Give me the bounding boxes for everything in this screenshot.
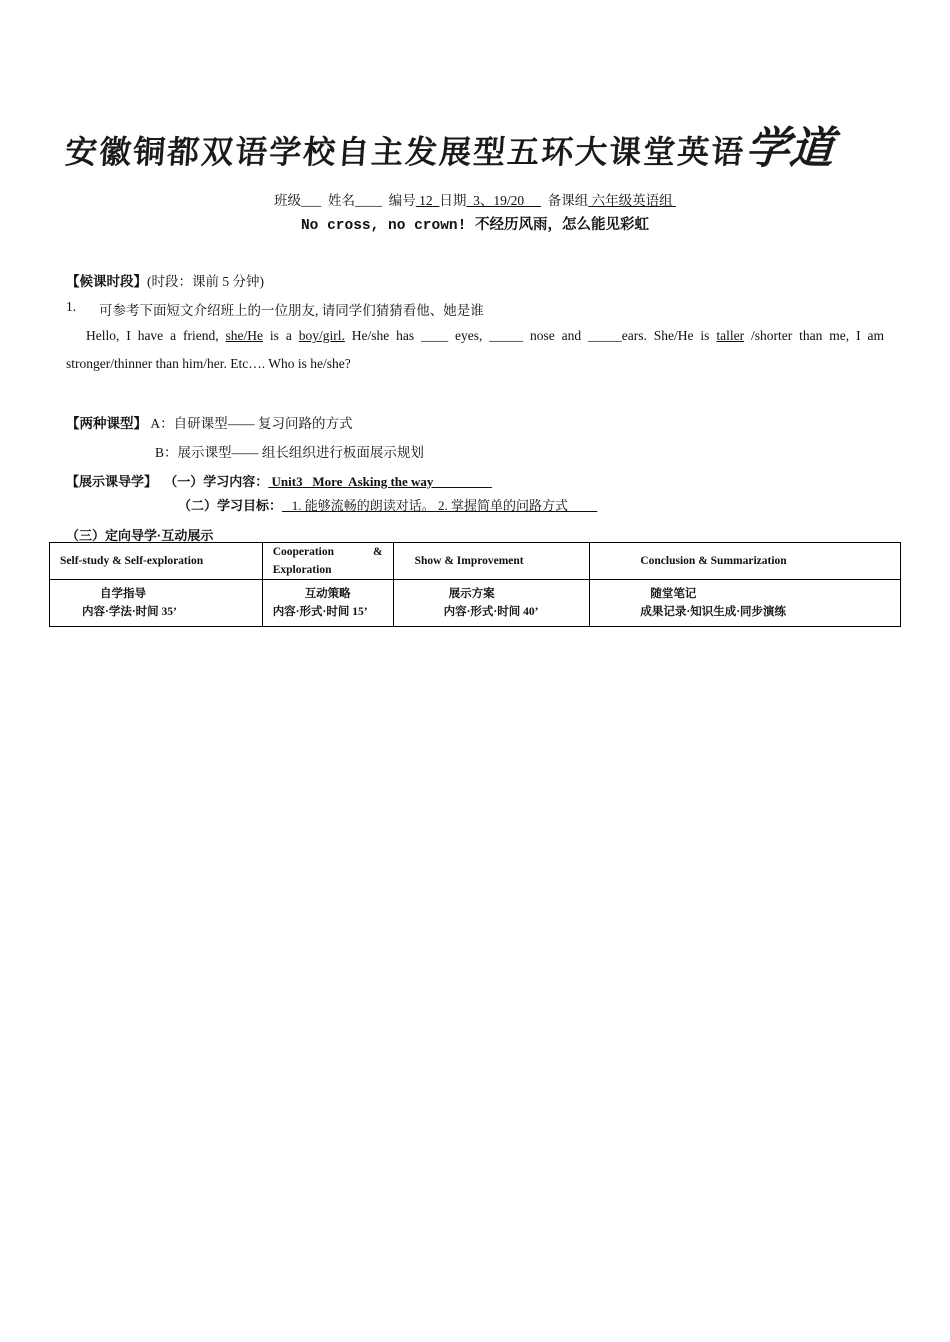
sub-conclusion-1: 随堂笔记 [650, 588, 697, 600]
sub-show-2: 内容·形式·时间 40’ [443, 606, 539, 618]
sub-conclusion-2: 成果记录·知识生成·同步演练 [640, 606, 787, 618]
banner-title: 安徽铜都双语学校自主发展型五环大课堂英语 [63, 133, 747, 171]
class-label: 班级 [273, 193, 301, 208]
para-text-3: He/she has ____ eyes, _____ nose and _____ears. She/He is [344, 328, 717, 343]
table-sub-row [50, 580, 901, 627]
show-line-2 [178, 495, 597, 514]
sub-self-study-2: 内容·学法·时间 35’ [82, 606, 177, 618]
section3-heading: （三）定向导学·互动展示 [66, 528, 214, 543]
motto: No cross, no crown! 不经历风雨，怎么能见彩虹 [300, 218, 650, 234]
group-value: 六年级英语组 [588, 193, 676, 208]
group-label: 备课组 [547, 193, 589, 208]
show-content-label: （一）学习内容： [164, 474, 269, 489]
para-text-1: Hello, I have a friend, [86, 328, 226, 343]
types-b: B：展示课型—— 组长组织进行板面展示规划 [155, 445, 424, 460]
para-underline-1: she/He [225, 328, 264, 343]
show-line-1 [66, 471, 492, 490]
guide-table [49, 542, 901, 627]
sub-conclusion [590, 580, 901, 627]
date-value: 3、19/20 [466, 193, 541, 208]
sub-cooperation-2: 内容·形式·时间 15’ [272, 606, 368, 618]
para-underline-2: boy/girl. [298, 328, 345, 343]
types-heading: 【两种课型】 [66, 416, 147, 431]
types-line-a [66, 412, 353, 432]
show-content-value: Unit3 More Asking the way [268, 474, 492, 489]
date-label: 日期 [439, 193, 467, 208]
warmup-heading: 【候课时段】 [66, 274, 147, 289]
class-blank: ___ [300, 193, 322, 208]
name-blank: ____ [354, 193, 382, 208]
header-show: Show & Improvement [393, 543, 590, 580]
sub-show-1: 展示方案 [448, 588, 495, 600]
warmup-heading-line [66, 270, 264, 290]
page-banner [63, 112, 868, 174]
header-cooperation-b: Exploration [272, 564, 332, 576]
show-goal-value: 1. 能够流畅的朗读对话。 2. 掌握简单的问路方式 [282, 498, 598, 513]
header-cooperation-a: Cooperation [272, 546, 335, 558]
header-cooperation-amp: & [373, 546, 383, 558]
banner-calligraphy: 学道 [743, 123, 836, 174]
sub-cooperation-1: 互动策略 [304, 588, 351, 600]
number-value: 12 [415, 193, 440, 208]
sub-cooperation [262, 580, 393, 627]
types-a: A：自研课型—— 复习问路的方式 [150, 416, 353, 431]
warmup-duration: (时段：课前 5 分钟) [147, 274, 264, 289]
number-label: 编号 [388, 193, 416, 208]
name-label: 姓名 [327, 193, 355, 208]
info-line [0, 189, 950, 209]
para-text-2: is a [263, 328, 299, 343]
show-heading: 【展示课导学】 [66, 474, 158, 489]
warmup-item-number: 1. [66, 299, 77, 314]
header-conclusion: Conclusion & Summarization [590, 543, 901, 580]
warmup-paragraph [66, 322, 884, 378]
sub-self-study-1: 自学指导 [100, 588, 146, 600]
table-header-row [50, 543, 901, 580]
para-text-4: /shorter than me, I am stronger/thinner than him/her. Etc…. Who is he/she? [66, 328, 884, 371]
warmup-item-text: 可参考下面短文介绍班上的一位朋友, 请同学们猜猜看他、她是谁 [99, 303, 484, 318]
show-goal-label: （二）学习目标： [178, 498, 283, 513]
header-self-study: Self-study & Self-exploration [50, 543, 263, 580]
sub-self-study [50, 580, 263, 627]
sub-show [393, 580, 590, 627]
para-underline-3: taller [716, 328, 745, 343]
header-cooperation [262, 543, 393, 580]
